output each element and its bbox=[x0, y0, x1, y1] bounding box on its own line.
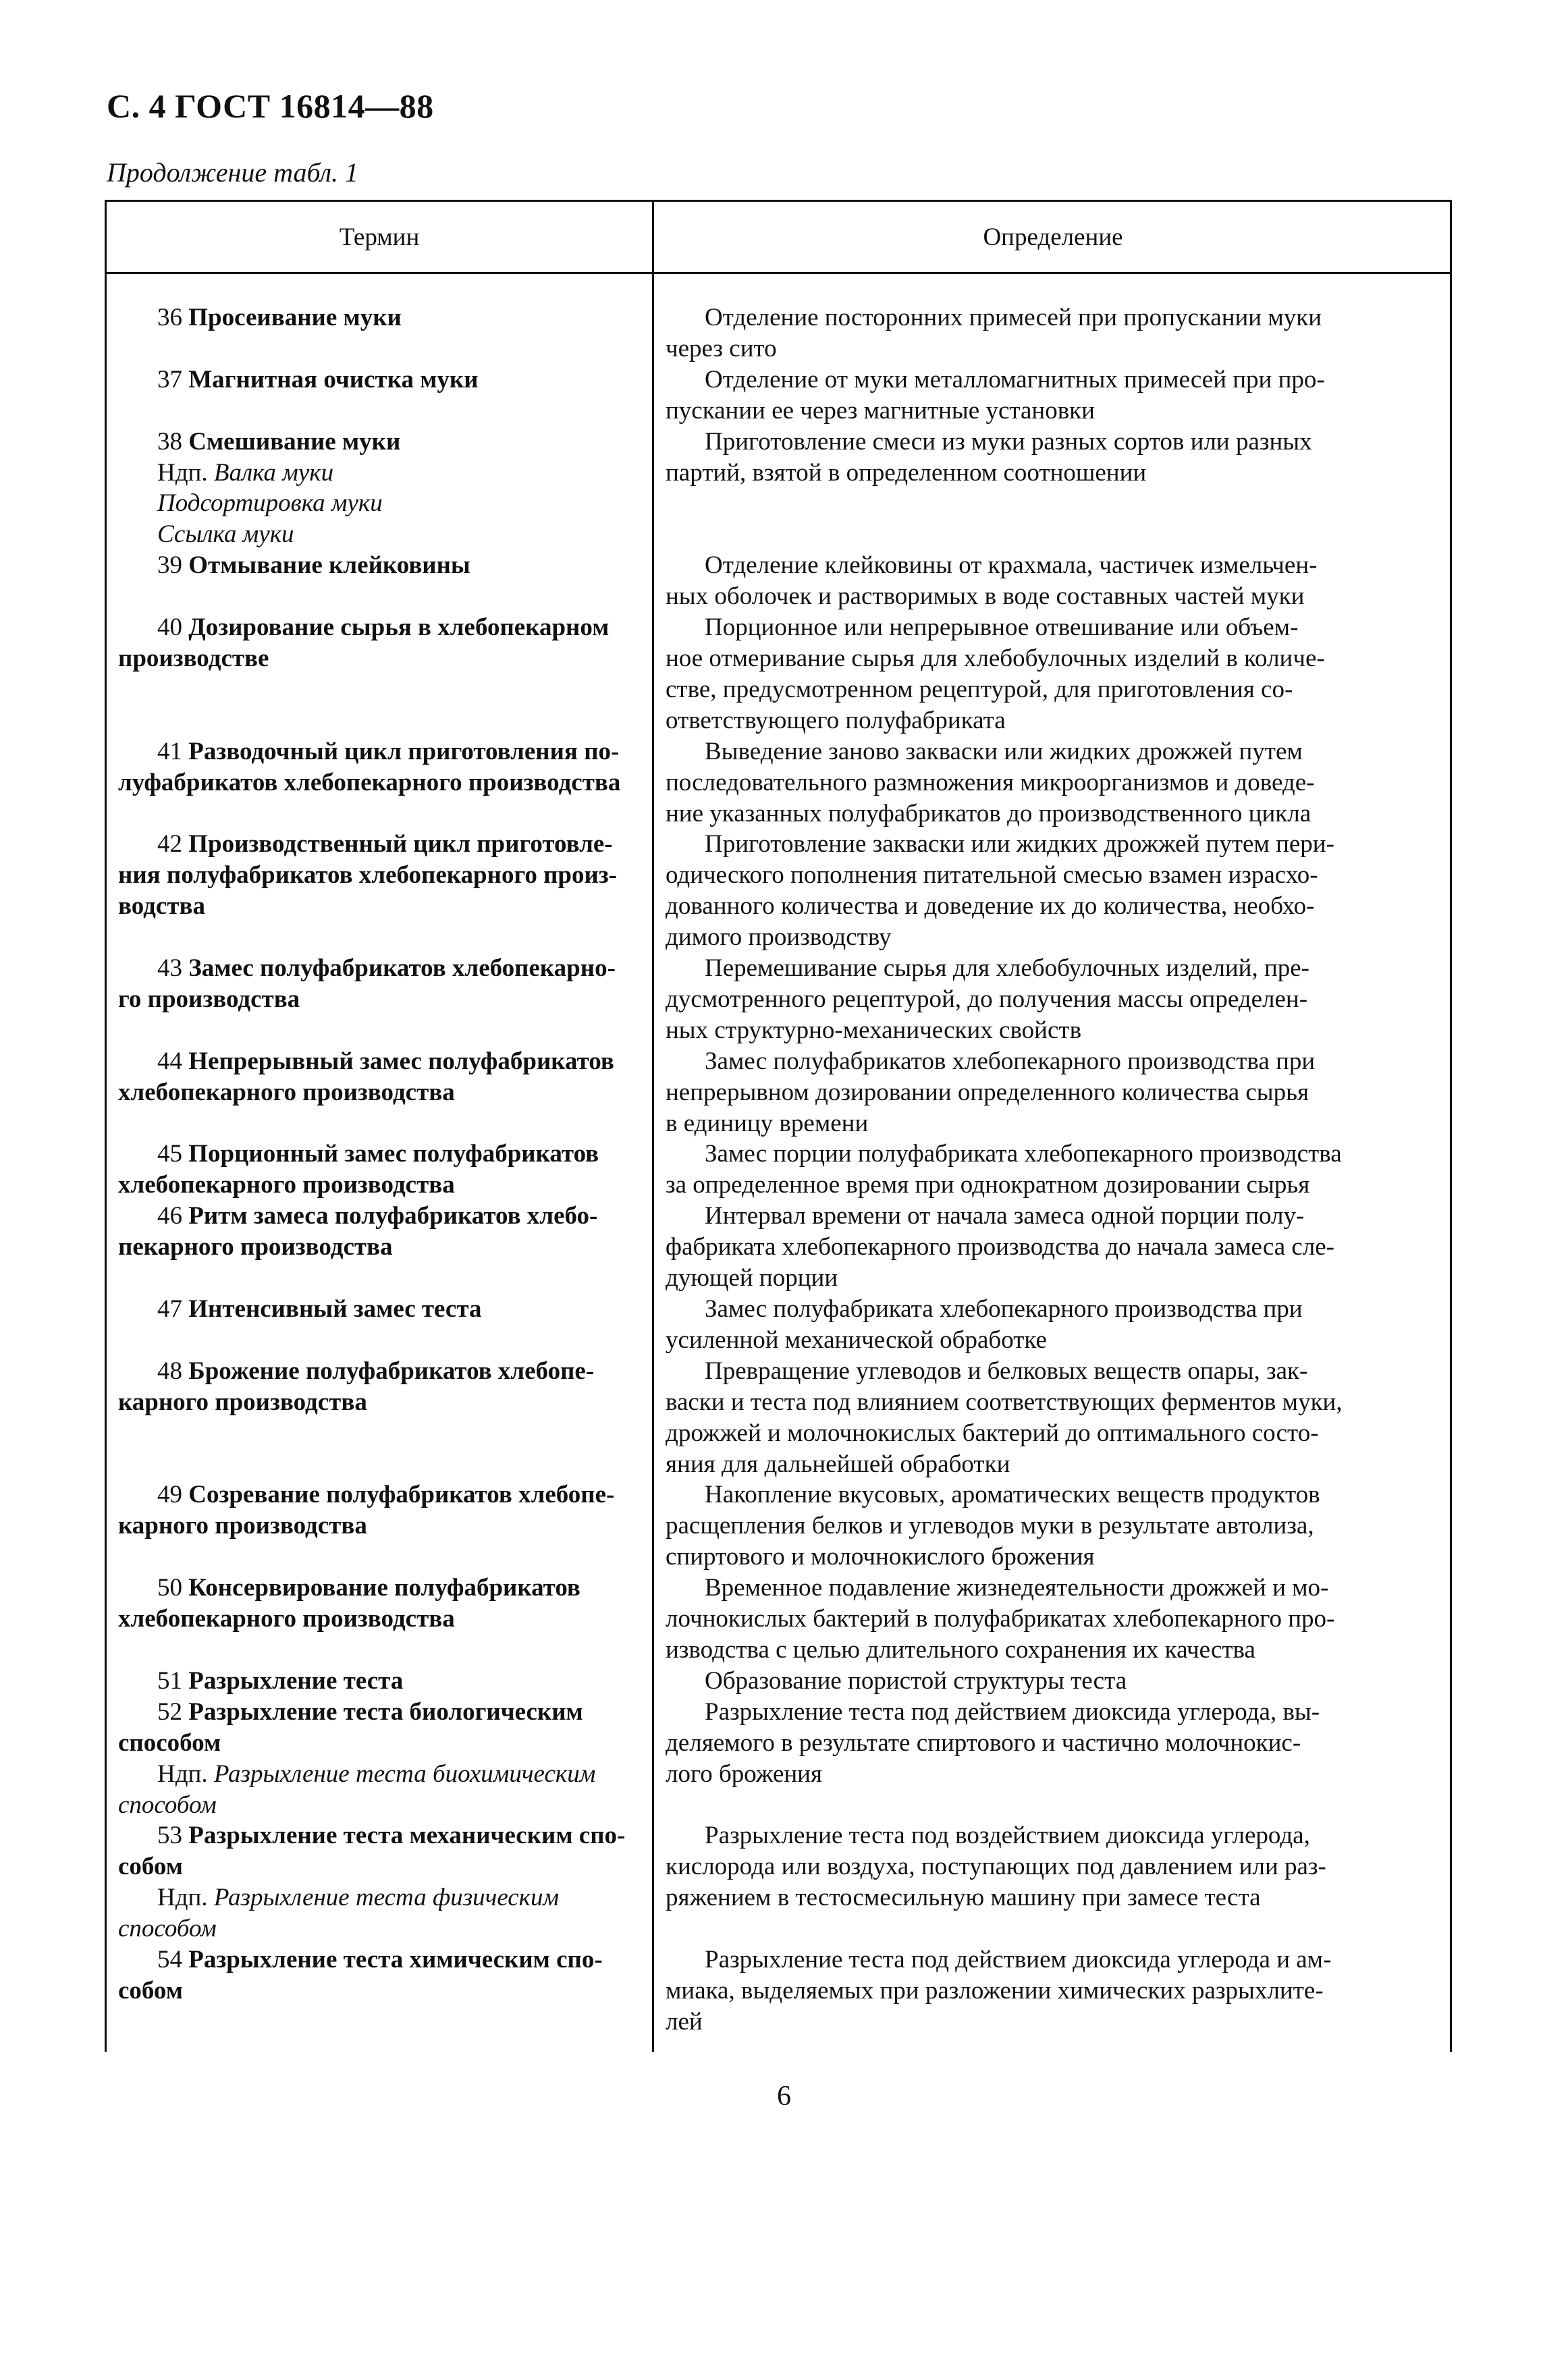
term-number: 38 bbox=[157, 427, 182, 456]
term-name: Брожение полуфабрикатов хлебопе- bbox=[188, 1357, 595, 1385]
definition-cell bbox=[666, 1573, 1408, 1666]
term-line bbox=[118, 1697, 637, 1728]
term-number: 48 bbox=[157, 1357, 182, 1385]
definition-cell bbox=[666, 1356, 1408, 1480]
term-cell bbox=[107, 302, 637, 364]
definition-cell bbox=[666, 302, 1408, 364]
term-name: Просеивание муки bbox=[188, 304, 402, 331]
definition-cell bbox=[666, 1820, 1408, 1944]
definition-cell bbox=[666, 1666, 1408, 1697]
term-cell bbox=[107, 953, 637, 1046]
term-line bbox=[118, 612, 637, 643]
term-line bbox=[118, 1232, 637, 1263]
nonpreferred-term: Разрыхление теста физическим bbox=[213, 1884, 560, 1912]
term-name: Разрыхление теста bbox=[188, 1666, 404, 1695]
definition-line: партий, взятой в определенном соотношении bbox=[666, 458, 1147, 487]
term-cell bbox=[107, 1046, 637, 1139]
definition-line: непрерывном дозировании определенного количества сырья bbox=[666, 1078, 1309, 1106]
term-name: Разрыхление теста химическим спо- bbox=[188, 1946, 603, 1974]
page-number: 6 bbox=[777, 2081, 791, 2112]
definition-line: Выведение заново закваски или жидких дрожжей путем bbox=[705, 737, 1303, 765]
nonpreferred-term: Разрыхление теста биохимическим bbox=[213, 1760, 596, 1788]
definition-line: деляемого в результате спиртового и частично молочнокис- bbox=[666, 1728, 1301, 1757]
term-line bbox=[118, 1294, 637, 1325]
term-name: Порционный замес полуфабрикатов bbox=[188, 1140, 599, 1168]
term-line bbox=[118, 829, 637, 860]
table-row bbox=[107, 1820, 1450, 1944]
table-row bbox=[107, 364, 1450, 427]
term-cell bbox=[107, 1697, 637, 1821]
definition-line: Интервал времени от начала замеса одной порции полу- bbox=[705, 1202, 1305, 1230]
term-name: хлебопекарного производства bbox=[118, 1078, 455, 1106]
term-number: 36 bbox=[157, 304, 182, 331]
table-row bbox=[107, 1697, 1450, 1821]
term-number: 47 bbox=[157, 1295, 182, 1323]
term-name: Отмывание клейковины bbox=[188, 551, 470, 580]
term-line bbox=[118, 891, 637, 922]
nonpreferred-term-line bbox=[118, 519, 637, 550]
definition-cell bbox=[666, 736, 1408, 829]
term-cell bbox=[107, 736, 637, 829]
definition-line: Замес полуфабрикатов хлебопекарного производства при bbox=[705, 1047, 1316, 1075]
table-row bbox=[107, 550, 1450, 612]
definition-cell bbox=[666, 1046, 1408, 1139]
term-name: хлебопекарного производства bbox=[118, 1605, 455, 1633]
term-cell bbox=[107, 1666, 637, 1697]
definition-line: Превращение углеводов и белковых веществ опары, зак- bbox=[705, 1357, 1308, 1385]
definition-line: Разрыхление теста под действием диоксида углерода, вы- bbox=[705, 1697, 1320, 1726]
definition-line: миака, выделяемых при разложении химических разрыхлите- bbox=[666, 1976, 1324, 2005]
term-number: 53 bbox=[157, 1822, 182, 1850]
table-row bbox=[107, 736, 1450, 829]
term-cell bbox=[107, 427, 637, 551]
table-row bbox=[107, 829, 1450, 953]
term-name: Дозирование сырья в хлебопекарном bbox=[188, 614, 610, 642]
definition-cell bbox=[666, 1944, 1408, 2038]
nonpreferred-term-line bbox=[118, 1759, 637, 1790]
term-name: Производственный цикл приготовле- bbox=[188, 830, 613, 859]
term-line bbox=[118, 550, 637, 581]
term-name: собом bbox=[118, 1976, 183, 2005]
term-name: Созревание полуфабрикатов хлебопе- bbox=[188, 1481, 615, 1509]
definition-line: расщепления белков и углеводов муки в результате автолиза, bbox=[666, 1512, 1314, 1540]
table-continuation-label: Продолжение табл. 1 bbox=[107, 157, 359, 188]
term-name: карного производства bbox=[118, 1388, 367, 1416]
term-number: 52 bbox=[157, 1697, 182, 1726]
term-cell bbox=[107, 1356, 637, 1480]
term-number: 43 bbox=[157, 954, 182, 983]
definition-line: ответствующего полуфабриката bbox=[666, 706, 1006, 734]
definition-line: Замес полуфабриката хлебопекарного производства при bbox=[705, 1295, 1303, 1323]
term-line bbox=[118, 1356, 637, 1387]
term-name: водства bbox=[118, 892, 205, 921]
definition-line: спиртового и молочнокислого брожения bbox=[666, 1543, 1095, 1571]
table-row bbox=[107, 1294, 1450, 1356]
definition-line: стве, предусмотренном рецептурой, для приготовления со- bbox=[666, 675, 1293, 703]
table-row bbox=[107, 1479, 1450, 1573]
term-line bbox=[118, 1479, 637, 1510]
nonpreferred-term-line bbox=[118, 1790, 637, 1821]
nonpreferred-term: Подсортировка муки bbox=[157, 489, 383, 518]
definition-line: Разрыхление теста под действием диоксида углерода и ам- bbox=[705, 1946, 1332, 1974]
definition-line: Приготовление смеси из муки разных сортов или разных bbox=[705, 427, 1312, 456]
nonpreferred-term-line bbox=[118, 1882, 637, 1913]
definition-cell bbox=[666, 364, 1408, 427]
table-row bbox=[107, 1139, 1450, 1201]
term-name: го производства bbox=[118, 985, 300, 1013]
definition-cell bbox=[666, 550, 1408, 612]
definition-cell bbox=[666, 1139, 1408, 1201]
term-number: 54 bbox=[157, 1946, 182, 1974]
term-number: 40 bbox=[157, 614, 182, 642]
term-cell bbox=[107, 1573, 637, 1666]
term-number: 42 bbox=[157, 830, 182, 859]
term-line bbox=[118, 302, 637, 333]
definition-line: ряжением в тестосмесильную машину при замесе теста bbox=[666, 1884, 1261, 1912]
nonpreferred-label: Ндп. bbox=[157, 1884, 208, 1912]
term-name: Замес полуфабрикатов хлебопекарно- bbox=[188, 954, 616, 983]
term-number: 39 bbox=[157, 551, 182, 580]
nonpreferred-term: Ссылка муки bbox=[157, 520, 294, 549]
term-name: карного производства bbox=[118, 1512, 367, 1540]
definition-line: лей bbox=[666, 2007, 703, 2036]
term-line bbox=[118, 1573, 637, 1604]
header-divider bbox=[105, 272, 1452, 274]
term-line bbox=[118, 1728, 637, 1759]
definition-line: дусмотренного рецептурой, до получения массы определен- bbox=[666, 985, 1308, 1013]
term-line bbox=[118, 736, 637, 767]
term-name: пекарного производства bbox=[118, 1233, 393, 1261]
term-line bbox=[118, 984, 637, 1015]
term-line bbox=[118, 1046, 637, 1077]
term-cell bbox=[107, 1294, 637, 1356]
definition-line: дрожжей и молочнокислых бактерий до оптимального состо- bbox=[666, 1419, 1319, 1447]
table-row bbox=[107, 1573, 1450, 1666]
term-line bbox=[118, 860, 637, 891]
term-cell bbox=[107, 1201, 637, 1294]
table-row bbox=[107, 427, 1450, 551]
definition-cell bbox=[666, 612, 1408, 736]
nonpreferred-term-line bbox=[118, 1913, 637, 1944]
definition-line: лого брожения bbox=[666, 1760, 822, 1788]
term-line bbox=[118, 364, 637, 396]
term-cell bbox=[107, 829, 637, 953]
term-name: Разводочный цикл приготовления по- bbox=[188, 737, 620, 765]
term-line bbox=[118, 1944, 637, 1975]
term-line bbox=[118, 767, 637, 798]
term-name: Ритм замеса полуфабрикатов хлебо- bbox=[188, 1202, 598, 1230]
definition-line: дующей порции bbox=[666, 1264, 838, 1292]
term-name: Магнитная очистка муки bbox=[188, 365, 479, 393]
term-number: 49 bbox=[157, 1481, 182, 1509]
term-line bbox=[118, 1604, 637, 1635]
term-number: 50 bbox=[157, 1574, 182, 1602]
definition-line: ние указанных полуфабрикатов до производственного цикла bbox=[666, 799, 1312, 827]
table-row bbox=[107, 302, 1450, 364]
definition-cell bbox=[666, 427, 1408, 551]
nonpreferred-term-line bbox=[118, 488, 637, 519]
term-line bbox=[118, 1170, 637, 1201]
definition-line: фабриката хлебопекарного производства до начала замеса сле- bbox=[666, 1233, 1334, 1261]
term-name: луфабрикатов хлебопекарного производства bbox=[118, 768, 621, 796]
term-cell bbox=[107, 1139, 637, 1201]
term-line bbox=[118, 427, 637, 458]
term-line bbox=[118, 643, 637, 674]
term-line bbox=[118, 1139, 637, 1170]
nonpreferred-label: Ндп. bbox=[157, 458, 208, 487]
term-number: 46 bbox=[157, 1202, 182, 1230]
definition-line: Временное подавление жизнедеятельности дрожжей и мо- bbox=[705, 1574, 1329, 1602]
definition-line: ных оболочек и растворимых в воде составных частей муки bbox=[666, 582, 1305, 611]
term-line bbox=[118, 1975, 637, 2007]
term-cell bbox=[107, 550, 637, 612]
table-row bbox=[107, 953, 1450, 1046]
definition-line: одического пополнения питательной смесью взамен израсхо- bbox=[666, 861, 1318, 890]
term-number: 45 bbox=[157, 1140, 182, 1168]
term-line bbox=[118, 1077, 637, 1108]
definition-line: Перемешивание сырья для хлебобулочных изделий, пре- bbox=[705, 954, 1309, 983]
term-line bbox=[118, 953, 637, 984]
definition-line: Отделение от муки металломагнитных примесей при про- bbox=[705, 365, 1325, 393]
definition-line: Порционное или непрерывное отвешивание или объем- bbox=[705, 614, 1299, 642]
term-line bbox=[118, 1820, 637, 1851]
definition-line: ных структурно-механических свойств bbox=[666, 1016, 1082, 1044]
term-name: собом bbox=[118, 1853, 183, 1881]
term-number: 41 bbox=[157, 737, 182, 765]
table-row bbox=[107, 1666, 1450, 1697]
definition-cell bbox=[666, 1201, 1408, 1294]
term-cell bbox=[107, 1944, 637, 2038]
table-row bbox=[107, 1046, 1450, 1139]
definition-line: кислорода или воздуха, поступающих под давлением или раз- bbox=[666, 1853, 1326, 1881]
definition-line: пускании ее через магнитные установки bbox=[666, 396, 1095, 425]
term-cell bbox=[107, 364, 637, 427]
definition-cell bbox=[666, 829, 1408, 953]
table-row bbox=[107, 1201, 1450, 1294]
definition-line: Отделение клейковины от крахмала, частичек измельчен- bbox=[705, 551, 1318, 580]
table-body bbox=[107, 302, 1450, 2038]
term-line bbox=[118, 1201, 637, 1232]
nonpreferred-label: Ндп. bbox=[157, 1760, 208, 1788]
nonpreferred-term: Валка муки bbox=[213, 458, 334, 487]
definition-line: Накопление вкусовых, ароматических веществ продуктов bbox=[705, 1481, 1320, 1509]
definition-cell bbox=[666, 953, 1408, 1046]
definition-line: ное отмеривание сырья для хлебобулочных изделий в количе- bbox=[666, 644, 1325, 672]
definition-line: последовательного размножения микроорганизмов и доведе- bbox=[666, 768, 1315, 796]
term-line bbox=[118, 1387, 637, 1418]
nonpreferred-term-line bbox=[118, 458, 637, 489]
term-name: Смешивание муки bbox=[188, 427, 401, 456]
definition-line: Отделение посторонних примесей при пропускании муки bbox=[705, 304, 1322, 331]
term-name: Непрерывный замес полуфабрикатов bbox=[188, 1047, 614, 1075]
definition-line: через сито bbox=[666, 334, 777, 362]
nonpreferred-term: способом bbox=[118, 1915, 217, 1943]
definition-line: в единицу времени bbox=[666, 1109, 869, 1137]
term-number: 37 bbox=[157, 365, 182, 393]
definition-line: яния для дальнейшей обработки bbox=[666, 1450, 1010, 1478]
nonpreferred-term: способом bbox=[118, 1791, 217, 1819]
definition-line: димого производству bbox=[666, 923, 892, 952]
definition-line: за определенное время при однократном дозировании сырья bbox=[666, 1171, 1310, 1199]
definition-line: васки и теста под влиянием соответствующих ферментов муки, bbox=[666, 1388, 1343, 1416]
definition-line: Приготовление закваски или жидких дрожжей путем пери- bbox=[705, 830, 1334, 859]
definition-line: Образование пористой структуры теста bbox=[705, 1666, 1127, 1695]
term-line bbox=[118, 1666, 637, 1697]
column-header-definition: Определение bbox=[983, 223, 1123, 251]
definition-cell bbox=[666, 1294, 1408, 1356]
definition-line: лочнокислых бактерий в полуфабрикатах хлебопекарного про- bbox=[666, 1605, 1335, 1633]
table-row bbox=[107, 1944, 1450, 2038]
term-name: Интенсивный замес теста bbox=[188, 1295, 482, 1323]
term-name: Разрыхление теста механическим спо- bbox=[188, 1822, 626, 1850]
term-cell bbox=[107, 612, 637, 736]
table-row bbox=[107, 612, 1450, 736]
term-number: 51 bbox=[157, 1666, 182, 1695]
definition-cell bbox=[666, 1697, 1408, 1821]
table-row bbox=[107, 1356, 1450, 1480]
term-name: способом bbox=[118, 1728, 221, 1757]
term-cell bbox=[107, 1479, 637, 1573]
column-header-term: Термин bbox=[339, 223, 420, 251]
term-number: 44 bbox=[157, 1047, 182, 1075]
term-name: Разрыхление теста биологическим bbox=[188, 1697, 583, 1726]
document-header: С. 4 ГОСТ 16814—88 bbox=[107, 87, 434, 125]
definition-line: дованного количества и доведение их до количества, необхо- bbox=[666, 892, 1315, 921]
definition-line: Разрыхление теста под воздействием диоксида углерода, bbox=[705, 1822, 1310, 1850]
definition-line: усиленной механической обработке bbox=[666, 1326, 1047, 1354]
term-name: Консервирование полуфабрикатов bbox=[188, 1574, 580, 1602]
definition-line: Замес порции полуфабриката хлебопекарного производства bbox=[705, 1140, 1342, 1168]
term-cell bbox=[107, 1820, 637, 1944]
term-name: ния полуфабрикатов хлебопекарного произ- bbox=[118, 861, 617, 890]
term-name: производстве bbox=[118, 644, 269, 672]
term-name: хлебопекарного производства bbox=[118, 1171, 455, 1199]
definition-line: изводства с целью длительного сохранения их качества bbox=[666, 1635, 1255, 1664]
definition-cell bbox=[666, 1479, 1408, 1573]
term-line bbox=[118, 1510, 637, 1542]
term-line bbox=[118, 1851, 637, 1882]
